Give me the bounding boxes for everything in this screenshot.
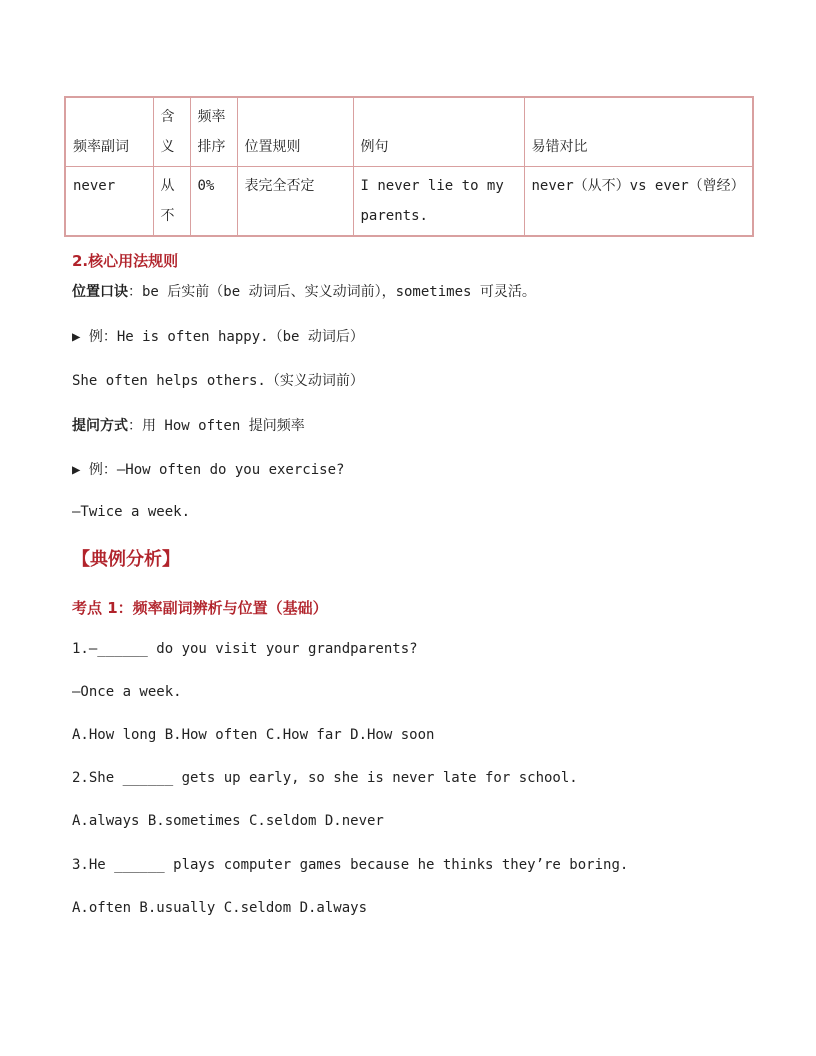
- cell-adverb: never: [65, 167, 153, 237]
- frequency-adverb-table: [64, 96, 754, 237]
- table-header-row: [65, 97, 753, 167]
- header-cell-example: 例句: [353, 97, 524, 167]
- question-2-options: A.always B.sometimes C.seldom D.never: [72, 813, 384, 829]
- header-cell-position: 位置规则: [237, 97, 353, 167]
- question-1-options: A.How long B.How often C.How far D.How soon: [72, 727, 435, 743]
- position-rule: [72, 281, 536, 301]
- position-rule-text: ：be 后实前（be 动词后、实义动词前），sometimes 可灵活。: [128, 284, 536, 300]
- section-heading-core-rules: 2.核心用法规则: [72, 252, 179, 270]
- cell-example: I never lie to my parents.: [353, 167, 524, 237]
- table-row: [65, 167, 753, 237]
- question-1: 1.—______ do you visit your grandparents?: [72, 641, 418, 657]
- example-answer: —Twice a week.: [72, 504, 191, 520]
- header-cell-contrast: 易错对比: [524, 97, 753, 167]
- section-heading-analysis: 【典例分析】: [72, 549, 180, 570]
- cell-contrast: never（从不）vs ever（曾经）: [524, 167, 753, 237]
- example-question: ▶ 例：—How often do you exercise?: [72, 462, 345, 478]
- header-cell-adverb: 频率副词: [65, 97, 153, 167]
- cell-position: 表完全否定: [237, 167, 353, 237]
- example-be-verb: ▶ 例：He is often happy.（be 动词后）: [72, 329, 364, 345]
- header-cell-meaning: 含义: [153, 97, 190, 167]
- ask-method-text: ：用 How often 提问频率: [128, 418, 305, 434]
- question-1-dialog-answer: —Once a week.: [72, 684, 182, 700]
- position-rule-label: 位置口诀: [72, 284, 128, 300]
- example-action-verb: She often helps others.（实义动词前）: [72, 373, 364, 389]
- ask-method: [72, 415, 305, 435]
- question-3: 3.He ______ plays computer games because he thinks they’re boring.: [72, 857, 629, 873]
- ask-method-label: 提问方式: [72, 418, 128, 434]
- cell-meaning: 从不: [153, 167, 190, 237]
- cell-rank: 0%: [190, 167, 237, 237]
- question-2: 2.She ______ gets up early, so she is never late for school.: [72, 770, 578, 786]
- header-cell-rank: 频率排序: [190, 97, 237, 167]
- question-3-options: A.often B.usually C.seldom D.always: [72, 900, 368, 916]
- point-heading: 考点 1：频率副词辨析与位置（基础）: [72, 599, 328, 617]
